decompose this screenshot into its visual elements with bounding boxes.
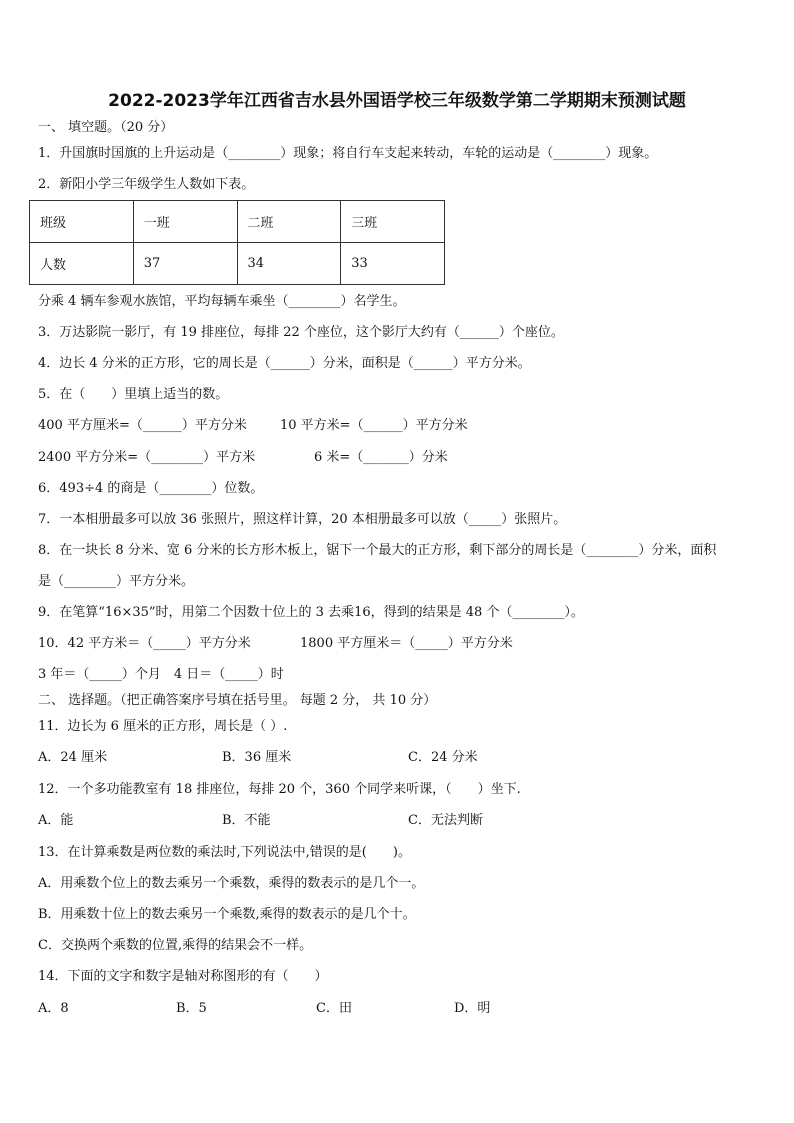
question-11: 11．边长为 6 厘米的正方形，周长是（ ）. xyxy=(38,719,288,734)
section-2-heading: 二、 选择题。（把正确答案序号填在括号里。 每题 2 分， 共 10 分） xyxy=(38,693,437,708)
option-c: C．田 xyxy=(316,1001,352,1016)
question-12: 12．一个多功能教室有 18 排座位，每排 20 个，360 个同学来听课，（ ）坐下. xyxy=(38,782,521,797)
table-cell: 37 xyxy=(133,243,237,285)
option-b: B．36 厘米 xyxy=(222,750,292,765)
question-10-line2: 3 年＝（_____）个月 4 日＝（_____）时 xyxy=(38,667,284,682)
question-8-line2: 是（________）平方分米。 xyxy=(38,574,195,589)
student-count-table xyxy=(29,200,445,285)
question-2-followup: 分乘 4 辆车参观水族馆，平均每辆车乘坐（________）名学生。 xyxy=(38,294,406,309)
option-b: B．5 xyxy=(176,1001,207,1016)
option-b: B．用乘数十位上的数去乘另一个乘数,乘得的数表示的是几个十。 xyxy=(38,907,416,922)
question-13: 13．在计算乘数是两位数的乘法时,下列说法中,错误的是( )。 xyxy=(38,845,411,860)
table-header-row xyxy=(30,201,445,243)
question-5-item-c: 2400 平方分米=（________）平方米 xyxy=(38,450,256,465)
question-4: 4．边长 4 分米的正方形，它的周长是（______）分米，面积是（______）平方分米。 xyxy=(38,356,531,371)
question-1: 1．升国旗时国旗的上升运动是（________）现象；将自行车支起来转动，车轮的运动是（________）现象。 xyxy=(38,146,658,161)
question-5: 5．在（ ）里填上适当的数。 xyxy=(38,387,229,402)
table-cell: 三班 xyxy=(341,201,445,243)
table-cell: 人数 xyxy=(30,243,134,285)
section-1-heading: 一、 填空题。（20 分） xyxy=(38,120,174,135)
table-cell: 班级 xyxy=(30,201,134,243)
option-c: C．无法判断 xyxy=(408,813,483,828)
table-cell: 二班 xyxy=(237,201,341,243)
question-10-item-a: 10．42 平方米＝（_____）平方分米 xyxy=(38,636,251,651)
question-7: 7．一本相册最多可以放 36 张照片，照这样计算，20 本相册最多可以放（_____）张照片。 xyxy=(38,512,567,527)
option-b: B．不能 xyxy=(222,813,271,828)
option-c: C．交换两个乘数的位置,乘得的结果会不一样。 xyxy=(38,938,313,953)
question-10-item-b: 1800 平方厘米＝（_____）平方分米 xyxy=(300,636,513,651)
option-c: C．24 分米 xyxy=(408,750,478,765)
option-a: A．用乘数个位上的数去乘另一个乘数，乘得的数表示的是几个一。 xyxy=(38,876,425,891)
page-title: 2022-2023学年江西省吉水县外国语学校三年级数学第二学期期末预测试题 xyxy=(108,91,686,111)
question-5-item-b: 10 平方米=（______）平方分米 xyxy=(280,418,468,433)
option-a: A．24 厘米 xyxy=(38,750,108,765)
question-8-line1: 8．在一块长 8 分米、宽 6 分米的长方形木板上，锯下一个最大的正方形，剩下部分的周长是（________）分米，面积 xyxy=(38,543,717,558)
question-3: 3．万达影院一影厅，有 19 排座位，每排 22 个座位，这个影厅大约有（______）个座位。 xyxy=(38,325,564,340)
question-6: 6．493÷4 的商是（________）位数。 xyxy=(38,481,264,496)
question-5-item-a: 400 平方厘米=（______）平方分米 xyxy=(38,418,247,433)
question-14: 14．下面的文字和数字是轴对称图形的有（ ） xyxy=(38,969,328,984)
option-a: A．8 xyxy=(38,1001,69,1016)
option-d: D．明 xyxy=(454,1001,491,1016)
question-9: 9．在笔算“16×35”时，用第二个因数十位上的 3 去乘16，得到的结果是 48 个（________）。 xyxy=(38,605,584,620)
table-row xyxy=(30,243,445,285)
question-2: 2．新阳小学三年级学生人数如下表。 xyxy=(38,177,255,192)
table-cell: 34 xyxy=(237,243,341,285)
table-cell: 33 xyxy=(341,243,445,285)
question-5-item-d: 6 米=（_______）分米 xyxy=(314,450,448,465)
table-cell: 一班 xyxy=(133,201,237,243)
option-a: A．能 xyxy=(38,813,74,828)
